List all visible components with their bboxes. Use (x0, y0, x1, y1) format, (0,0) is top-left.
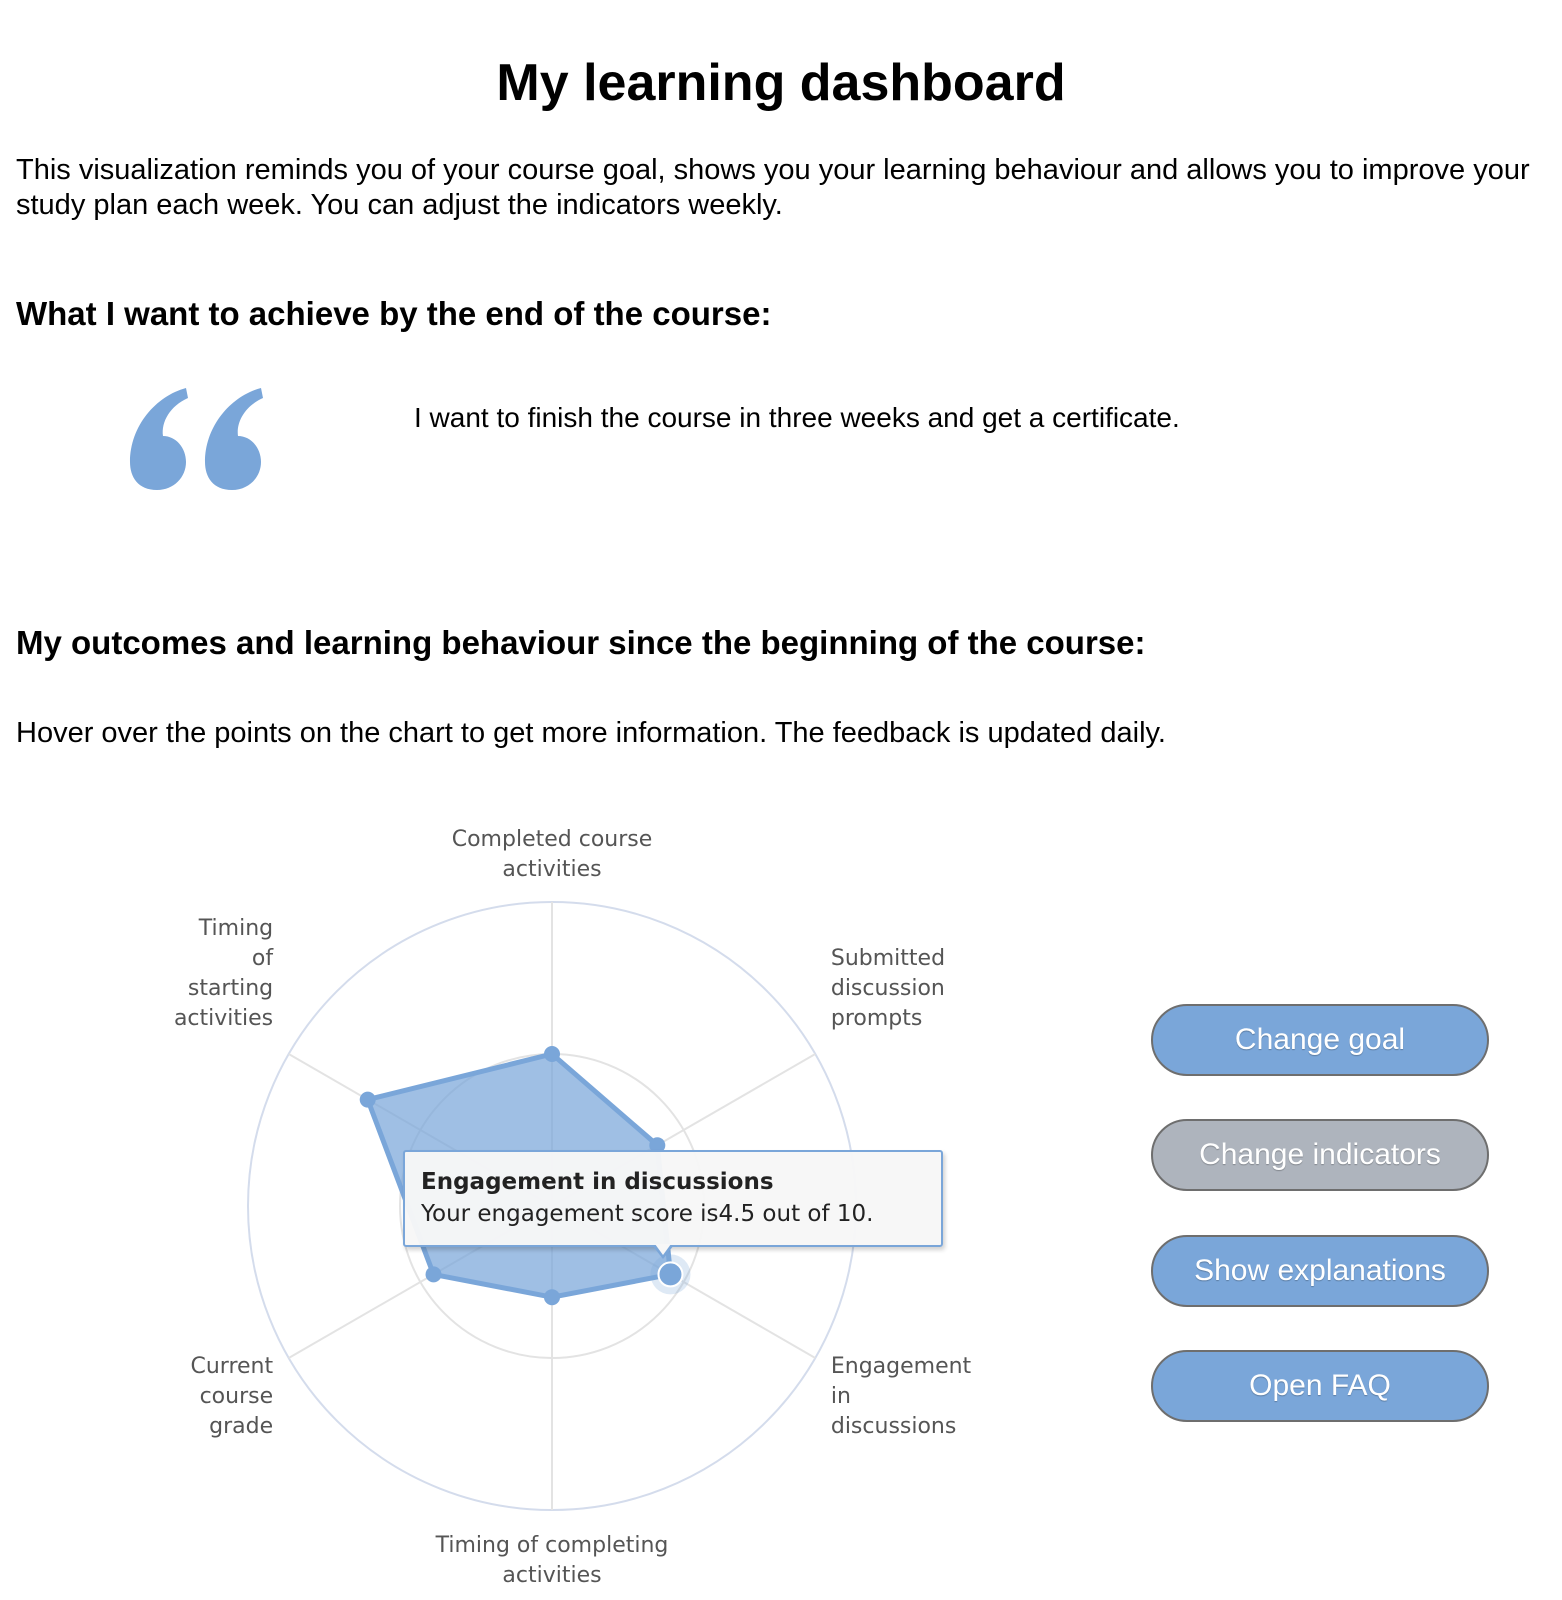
axis-label (174, 916, 274, 1031)
change-goal-button[interactable]: Change goal (1151, 1004, 1489, 1076)
axis-label-line: discussions (830, 1414, 957, 1439)
axis-label-line: Completed course (451, 827, 653, 852)
axis-label-line: activities (502, 1563, 602, 1588)
intro-text: This visualization reminds you of your course goal, shows you your learning behaviour and allows you to improve your study plan each week. You can adjust the indicators weekly. (16, 154, 1530, 221)
axis-label-line: prompts (830, 1006, 923, 1031)
axis-label (435, 1533, 669, 1588)
axis-label-line: activities (173, 1006, 274, 1031)
axis-label-line: of (251, 946, 274, 971)
axis-label-line: Timing of completing (435, 1533, 669, 1558)
data-point[interactable] (544, 1046, 560, 1062)
data-point[interactable] (426, 1266, 442, 1282)
axis-label (452, 827, 653, 882)
tooltip-title: Engagement in discussions (421, 1169, 774, 1195)
axis-label-line: activities (502, 857, 602, 882)
axis-label-line: course (199, 1384, 274, 1409)
goal-heading: What I want to achieve by the end of the course: (16, 295, 772, 332)
open-faq-button[interactable]: Open FAQ (1151, 1350, 1489, 1422)
tooltip-body: Your engagement score is4.5 out of 10. (421, 1201, 874, 1227)
axis-label-line: Current (190, 1354, 274, 1379)
chart-hint: Hover over the points on the chart to get more information. The feedback is updated daily. (16, 717, 1166, 749)
axis-label-line: Timing (198, 916, 274, 941)
axis-label-line: discussion (830, 976, 945, 1001)
axis-label-line: Submitted (830, 946, 946, 971)
goal-text: I want to finish the course in three weeks and get a certificate. (414, 402, 1180, 433)
axis-label (831, 946, 945, 1031)
data-point[interactable] (360, 1092, 376, 1108)
show-explanations-button[interactable]: Show explanations (1151, 1235, 1489, 1307)
data-point[interactable] (544, 1289, 560, 1305)
axis-label-line: Engagement (830, 1354, 972, 1379)
quote-icon (128, 386, 268, 495)
change-indicators-button[interactable]: Change indicators (1151, 1119, 1489, 1191)
page-title: My learning dashboard (496, 54, 1066, 112)
axis-label (831, 1354, 972, 1439)
outcomes-heading: My outcomes and learning behaviour since the beginning of the course: (16, 624, 1146, 661)
axis-label-line: starting (187, 976, 274, 1001)
chart-tooltip (403, 1150, 943, 1247)
axis-label-line: in (830, 1384, 851, 1409)
axis-label-line: grade (209, 1414, 274, 1439)
axis-label (190, 1354, 273, 1439)
tooltip-arrow-inner (655, 1244, 671, 1255)
data-point-highlighted[interactable] (658, 1262, 682, 1286)
